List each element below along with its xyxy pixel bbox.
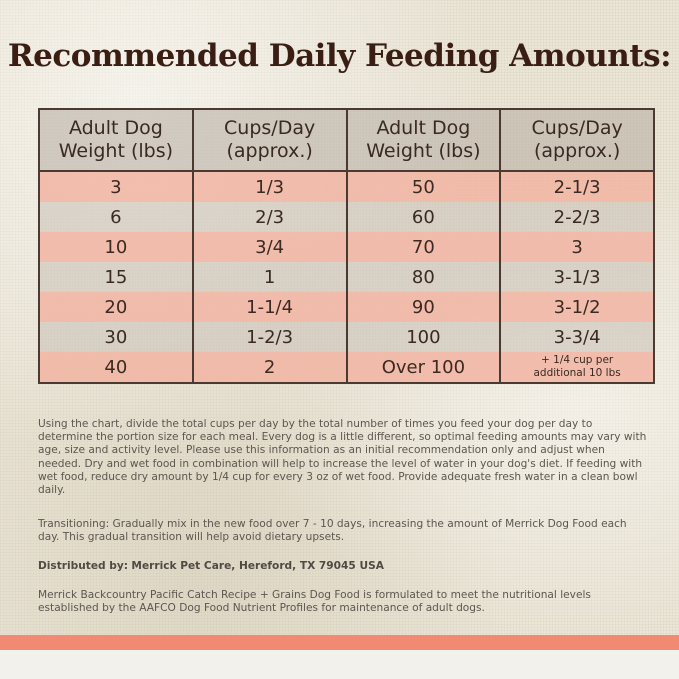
table-cell: Over 100 bbox=[347, 352, 501, 383]
table-cell: 6 bbox=[39, 202, 193, 232]
table-cell: 2/3 bbox=[193, 202, 347, 232]
table-cell-note: + 1/4 cup per additional 10 lbs bbox=[500, 352, 654, 383]
feeding-table bbox=[38, 108, 655, 384]
table-cell: 50 bbox=[347, 171, 501, 202]
table-cell: 80 bbox=[347, 262, 501, 292]
table-cell: 100 bbox=[347, 322, 501, 352]
table-cell: 3 bbox=[500, 232, 654, 262]
header-weight-1: Adult Dog Weight (lbs) bbox=[39, 109, 193, 171]
table-header-row bbox=[39, 109, 654, 171]
page-title: Recommended Daily Feeding Amounts: bbox=[7, 38, 672, 74]
table-cell: 20 bbox=[39, 292, 193, 322]
table-cell: 60 bbox=[347, 202, 501, 232]
table-cell: 1-2/3 bbox=[193, 322, 347, 352]
table-cell: 1/3 bbox=[193, 171, 347, 202]
table-cell: 15 bbox=[39, 262, 193, 292]
table-cell: 3-1/3 bbox=[500, 262, 654, 292]
table-cell: 1-1/4 bbox=[193, 292, 347, 322]
table-cell: 40 bbox=[39, 352, 193, 383]
header-weight-2: Adult Dog Weight (lbs) bbox=[347, 109, 501, 171]
table-row bbox=[39, 202, 654, 232]
distributed-value: Merrick Pet Care, Hereford, TX 79045 USA bbox=[131, 560, 384, 572]
table-cell: 2-2/3 bbox=[500, 202, 654, 232]
header-cups-1: Cups/Day (approx.) bbox=[193, 109, 347, 171]
table-cell: 10 bbox=[39, 232, 193, 262]
table-row bbox=[39, 292, 654, 322]
distributed-by bbox=[38, 560, 648, 573]
table-cell: 3/4 bbox=[193, 232, 347, 262]
table-cell: 3-1/2 bbox=[500, 292, 654, 322]
header-cups-2: Cups/Day (approx.) bbox=[500, 109, 654, 171]
footer-strip bbox=[0, 650, 679, 679]
table-cell: 30 bbox=[39, 322, 193, 352]
table-cell: 3-3/4 bbox=[500, 322, 654, 352]
table-cell: 3 bbox=[39, 171, 193, 202]
table-row bbox=[39, 171, 654, 202]
table-cell: 70 bbox=[347, 232, 501, 262]
table-row bbox=[39, 262, 654, 292]
table-cell: 1 bbox=[193, 262, 347, 292]
table-cell: 90 bbox=[347, 292, 501, 322]
transitioning-paragraph: Transitioning: Gradually mix in the new food over 7 - 10 days, increasing the amount of Merrick Dog Food each day. This gradual transition will help avoid dietary upsets. bbox=[38, 518, 627, 544]
distributed-label: Distributed by: bbox=[38, 560, 129, 572]
aafco-paragraph: Merrick Backcountry Pacific Catch Recipe + Grains Dog Food is formulated to meet the nutritional levels established by the AAFCO Dog Food Nutrient Profiles for maintenance of adult dogs. bbox=[38, 589, 591, 615]
table-row bbox=[39, 322, 654, 352]
usage-paragraph: Using the chart, divide the total cups per day by the total number of times you feed your dog per day to determine the portion size for each meal. Every dog is a little different, so optimal feeding amounts may vary with age, size and activity level. Please use this information as an initial recommendation only and adjust when needed. Dry and wet food in combination will help to increase the level of water in your dog's diet. If feeding with wet food, reduce dry amount by 1/4 cup for every 3 oz of wet food. Provide adequate fresh water in a clean bowl daily. bbox=[38, 418, 647, 497]
table-cell: 2-1/3 bbox=[500, 171, 654, 202]
table-row bbox=[39, 232, 654, 262]
table-cell: 2 bbox=[193, 352, 347, 383]
footer-accent-bar bbox=[0, 635, 679, 650]
table-row bbox=[39, 352, 654, 383]
